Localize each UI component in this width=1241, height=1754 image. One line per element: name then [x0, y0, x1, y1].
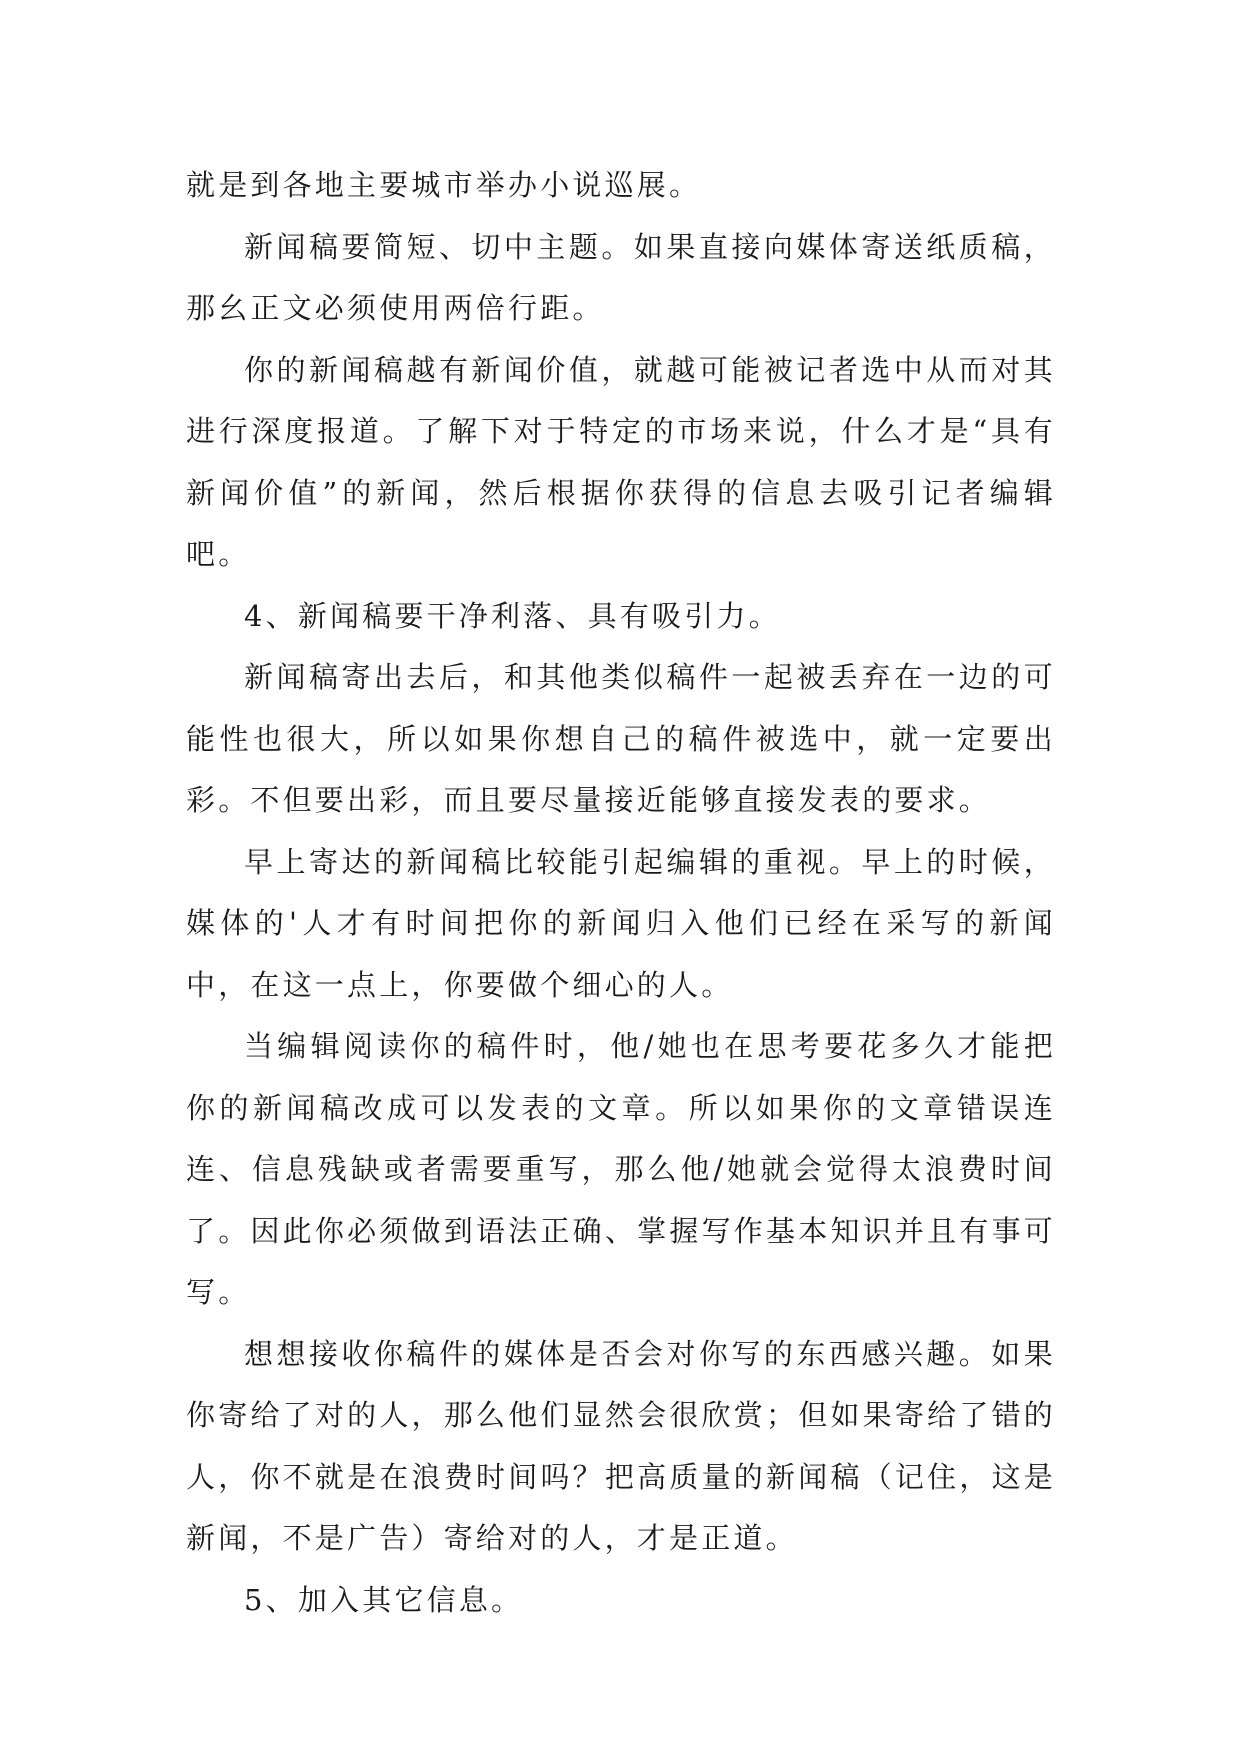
paragraph-right-recipient: 想想接收你稿件的媒体是否会对你写的东西感兴趣。如果你寄给了对的人，那么他们显然会很欣赏；但如果寄给了错的人，你不就是在浪费时间吗？把高质量的新闻稿（记住，这是新闻，不是广告）寄给对的人，才是正道。	[186, 1336, 1056, 1555]
paragraph-stand-out: 新闻稿寄出去后，和其他类似稿件一起被丢弃在一边的可能性也很大，所以如果你想自己的稿件被选中，就一定要出彩。不但要出彩，而且要尽量接近能够直接发表的要求。	[186, 660, 1056, 817]
paragraph-short-release: 新闻稿要简短、切中主题。如果直接向媒体寄送纸质稿，那幺正文必须使用两倍行距。	[186, 229, 1056, 325]
paragraph-news-value: 你的新闻稿越有新闻价值，就越可能被记者选中从而对其进行深度报道。了解下对于特定的市场来说，什么才是“具有新闻价值”的新闻，然后根据你获得的信息去吸引记者编辑吧。	[186, 352, 1056, 571]
section-heading-4: 4、新闻稿要干净利落、具有吸引力。	[244, 598, 781, 633]
paragraph-morning-delivery: 早上寄达的新闻稿比较能引起编辑的重视。早上的时候，媒体的'人才有时间把你的新闻归入他们已经在采写的新闻中，在这一点上，你要做个细心的人。	[186, 844, 1056, 1002]
paragraph-continuation: 就是到各地主要城市举办小说巡展。	[186, 168, 702, 202]
section-heading-5: 5、加入其它信息。	[244, 1582, 524, 1617]
document-body	[186, 155, 1056, 1631]
paragraph-editor-reading: 当编辑阅读你的稿件时，他/她也在思考要花多久才能把你的新闻稿改成可以发表的文章。所以如果你的文章错误连连、信息残缺或者需要重写，那么他/她就会觉得太浪费时间了。因此你必须做到语法正确、掌握写作基本知识并且有事可写。	[186, 1029, 1056, 1309]
